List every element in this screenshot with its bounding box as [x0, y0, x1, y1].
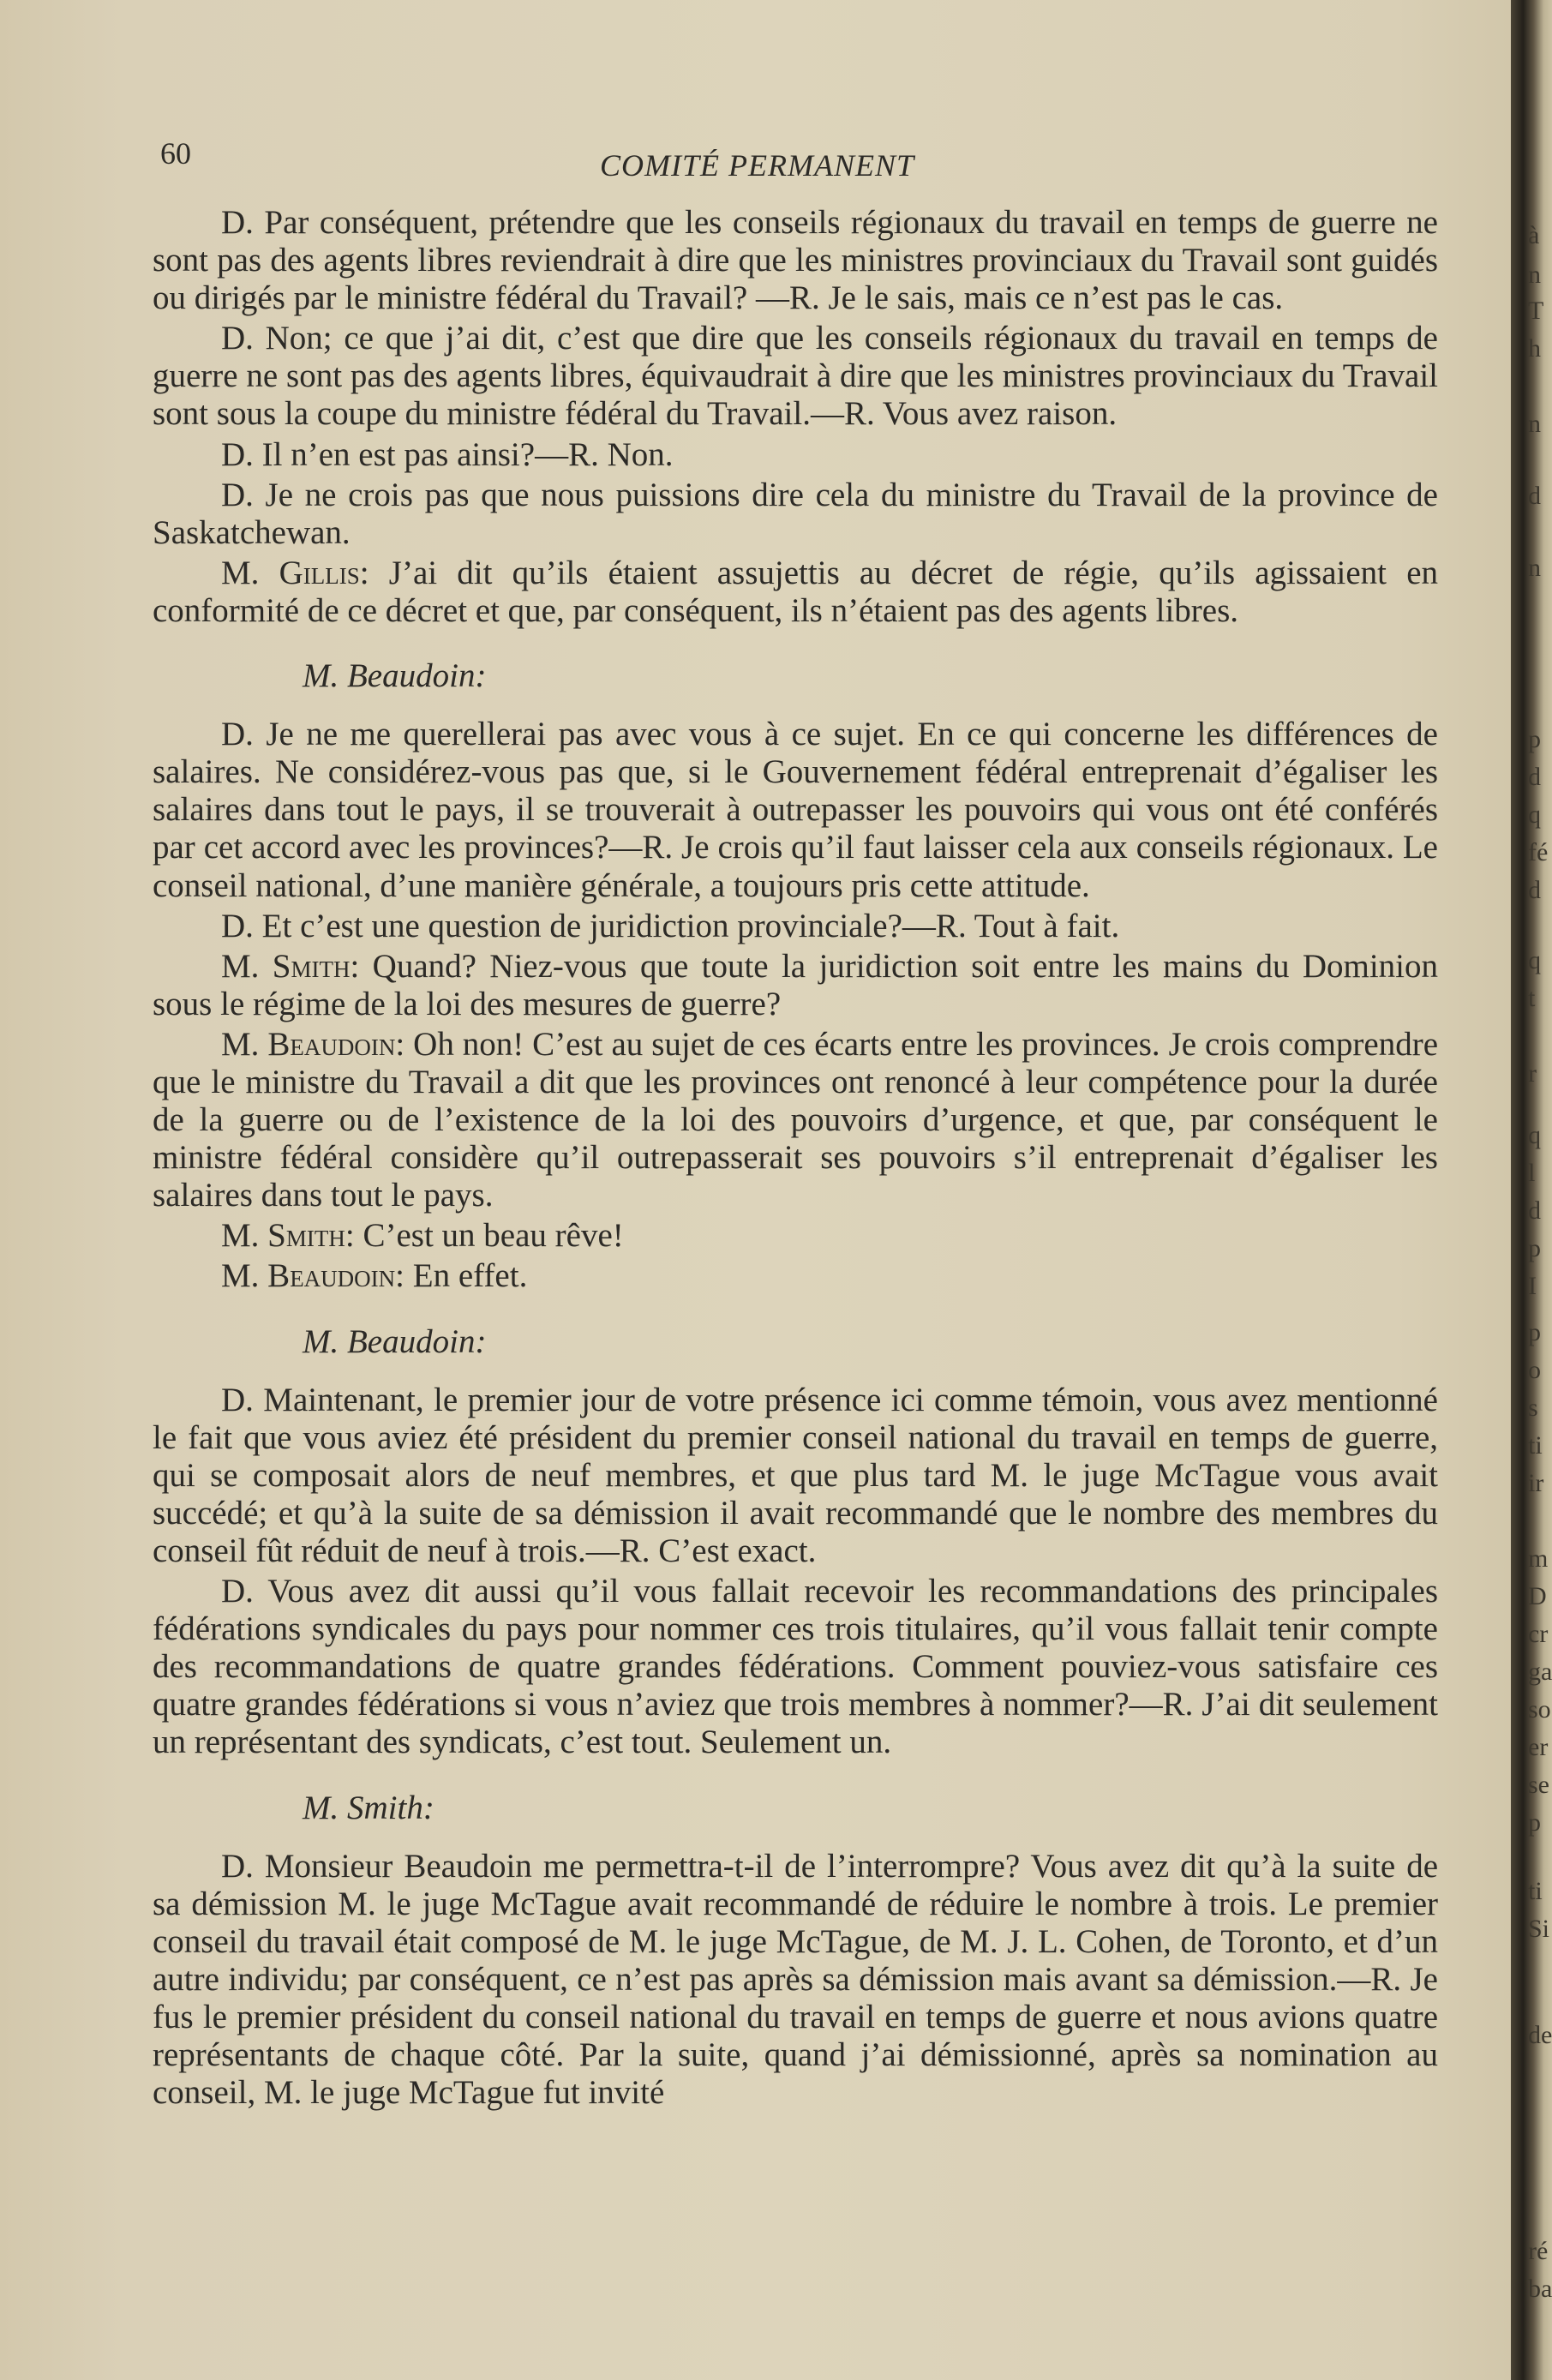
question-paragraph: D. Maintenant, le premier jour de votre présence ici comme témoin, vous avez mentionné le fait que vous aviez été président du premier conseil national du travail en temps de guerre, qui se composait alors de neuf membres, et que plus tard M. le juge McTague vous avait succédé; et qu’à la suite de sa démission il avait recommandé que le nombre des membres du conseil fût réduit de neuf à trois.—R. C’est exact.	[153, 1381, 1438, 1569]
speaker-paragraph	[153, 555, 1438, 630]
fragment: l	[1528, 1159, 1536, 1187]
question-paragraph: D. Vous avez dit aussi qu’il vous fallait recevoir les recommandations des principales fédérations syndicales du pays pour nommer ces trois titulaires, qu’il vous fallait tenir compte des recommandations de quatre grandes fédérations. Comment pouviez-vous satisfaire ces quatre grandes fédérations si vous n’aviez que trois membres à nommer?—R. J’ai dit seulement un représentant des syndicats, c’est tout. Seulement un.	[153, 1573, 1438, 1761]
fragment: ba	[1528, 2275, 1552, 2303]
fragment: h	[1528, 334, 1541, 363]
fragment: q	[1528, 1121, 1541, 1149]
fragment: ir	[1528, 1469, 1544, 1497]
fragment: q	[1528, 800, 1541, 829]
body-text	[153, 204, 1438, 2114]
fragment: de	[1528, 2021, 1552, 2049]
fragment: p	[1528, 1234, 1541, 1262]
question-paragraph: D. Et c’est une question de juridiction provinciale?—R. Tout à fait.	[221, 907, 1120, 944]
speaker-paragraph	[153, 1217, 1438, 1255]
fragment: q	[1528, 946, 1541, 974]
questioner-heading: M. Beaudoin:	[303, 1322, 487, 1360]
fragment: Si	[1528, 1915, 1550, 1943]
fragment: à	[1528, 221, 1540, 249]
fragment: p	[1528, 1318, 1541, 1346]
fragment: cr	[1528, 1620, 1549, 1648]
speaker-name: M. Gillis:	[221, 554, 369, 591]
speech-text: Oh non! C’est au sujet de ces écarts entre les provinces. Je crois comprendre que le ministre du Travail a dit que les provinces ont renoncé à leur compétence pour la durée de la guerre ou de l’existence de la loi des pouvoirs d’urgence, et que, par conséquent le ministre fédéral considère qu’il outrepasserait ses pouvoirs s’il entreprenait d’égaliser les salaires dans tout le pays.	[153, 1025, 1439, 1214]
fragment: se	[1528, 1771, 1549, 1799]
speaker-paragraph	[153, 948, 1438, 1023]
fragment: ti	[1528, 1877, 1543, 1905]
speaker-paragraph	[153, 1026, 1438, 1214]
fragment: o	[1528, 1356, 1541, 1384]
fragment: n	[1528, 554, 1541, 582]
fragment: n	[1528, 410, 1541, 438]
fragment: so	[1528, 1695, 1551, 1724]
fragment: ti	[1528, 1431, 1543, 1460]
fragment: d	[1528, 876, 1541, 904]
fragment: ga	[1528, 1658, 1552, 1686]
question-paragraph: D. Par conséquent, prétendre que les conseils régionaux du travail en temps de guerre ne sont pas des agents libres reviendrait à dire que les ministres provinciaux du Travail sont guidés ou dirigés par le ministre fédéral du Travail? —R. Je le sais, mais ce n’est pas le cas.	[153, 204, 1438, 317]
question-paragraph: D. Il n’en est pas ainsi?—R. Non.	[221, 435, 674, 473]
speaker-name: M. Smith:	[221, 947, 360, 985]
fragment: d	[1528, 1196, 1541, 1225]
fragment: fé	[1528, 838, 1549, 866]
question-paragraph: D. Je ne me querellerai pas avec vous à ce sujet. En ce qui concerne les différences de salaires. Ne considérez-vous pas que, si le Gouvernement fédéral entreprenait d’égaliser les salaires dans tout le pays, il se trouverait à outrepasser les pouvoirs qui vous ont été conférés par cet accord avec les provinces?—R. Je crois qu’il faut laisser cela aux conseils régionaux. Le conseil national, d’une manière générale, a toujours pris cette attitude.	[153, 716, 1438, 904]
fragment: d	[1528, 482, 1541, 510]
question-paragraph: D. Non; ce que j’ai dit, c’est que dire que les conseils régionaux du travail en temps de guerre ne sont pas des agents libres, équivaudrait à dire que les ministres provinciaux du Travail sont sous la coupe du ministre fédéral du Travail.—R. Vous avez raison.	[153, 320, 1438, 433]
speaker-name: M. Beaudoin:	[221, 1025, 405, 1063]
fragment: p	[1528, 725, 1541, 753]
fragment: r	[1528, 1059, 1537, 1088]
question-paragraph: D. Je ne crois pas que nous puissions dire cela du ministre du Travail de la province de Saskatchewan.	[153, 476, 1438, 551]
fragment: ré	[1528, 2237, 1549, 2265]
speaker-paragraph	[153, 1257, 1438, 1295]
facing-page-bleed	[1526, 0, 1552, 2380]
speaker-name: M. Smith:	[221, 1217, 355, 1255]
running-title: COMITÉ PERMANENT	[600, 148, 914, 183]
question-paragraph: D. Monsieur Beaudoin me permettra-t-il de l’interrompre? Vous avez dit qu’à la suite de sa démission M. le juge McTague avait recommandé de réduire le nombre à trois. Le premier conseil du travail était composé de M. le juge McTague, de M. J. L. Cohen, de Toronto, et d’un autre individu; par conséquent, ce n’est pas après sa démission mais avant sa démission.—R. Je fus le premier président du conseil national du travail en temps de guerre et nous avions quatre représentants de chaque côté. Par la suite, quand j’ai démissionné, après sa nomination au conseil, M. le juge McTague fut invité	[153, 1847, 1438, 2112]
fragment: s	[1528, 1394, 1538, 1422]
fragment: I	[1528, 1272, 1537, 1300]
questioner-heading: M. Beaudoin:	[303, 657, 487, 695]
fragment: er	[1528, 1733, 1549, 1761]
fragment: D	[1528, 1582, 1547, 1610]
speech-text: En effet.	[412, 1257, 528, 1295]
fragment: m	[1528, 1544, 1549, 1573]
speaker-name: M. Beaudoin:	[221, 1257, 405, 1295]
page-number: 60	[160, 136, 191, 171]
questioner-heading: M. Smith:	[303, 1789, 434, 1826]
fragment: n	[1528, 261, 1541, 289]
fragment: t	[1528, 984, 1536, 1012]
speech-text: Quand? Niez-vous que toute la juridiction soit entre les mains du Dominion sous le régime de la loi des mesures de guerre?	[153, 947, 1438, 1022]
fragment: p	[1528, 1808, 1541, 1837]
fragment: T	[1528, 297, 1544, 325]
fragment: d	[1528, 763, 1541, 791]
speech-text: J’ai dit qu’ils étaient assujettis au décret de régie, qu’ils agissaient en conformité de ce décret et que, par conséquent, ils n’étaient pas des agents libres.	[153, 554, 1439, 629]
speech-text: C’est un beau rêve!	[363, 1217, 624, 1255]
